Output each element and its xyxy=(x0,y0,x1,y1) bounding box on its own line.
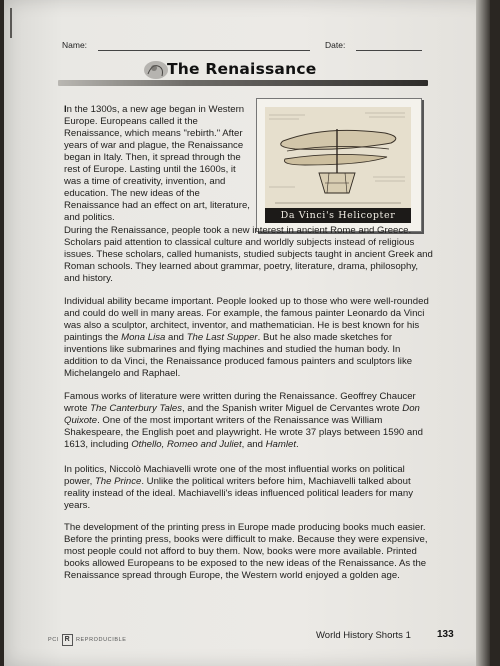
othello-romeo-title: Othello, Romeo and Juliet xyxy=(131,439,242,450)
reproducible-icon: R xyxy=(62,634,73,646)
p5-text-a: In politics, Niccolò Machiavelli wrote one of the most influential works on political power, xyxy=(64,464,405,487)
title-decoration-icon xyxy=(142,58,170,80)
p4-text-d: , and xyxy=(241,439,266,450)
paragraph-politics xyxy=(64,464,434,512)
p4-text-e: . xyxy=(296,439,299,450)
p3-text-b: and xyxy=(165,332,187,343)
paragraph-literature xyxy=(64,391,434,451)
don-quixote-title: Don Quixote xyxy=(64,403,420,426)
p4-text-a: Famous works of literature were written during the Renaissance. Geoffrey Chaucer wrote xyxy=(64,391,416,414)
title-underline-bar xyxy=(58,80,428,86)
name-field[interactable] xyxy=(98,50,310,51)
last-supper-title: The Last Supper xyxy=(186,332,258,343)
page-title: The Renaissance xyxy=(167,60,317,78)
drop-cap: I xyxy=(64,104,67,115)
mona-lisa-title: Mona Lisa xyxy=(121,332,166,343)
p3-text-c: . But he also made sketches for inventions like submarines and flying machines and studied the human body. In addition to da Vinci, the Renaissance produced famous painters and sculptors like Michelangelo and Raphael. xyxy=(64,332,413,379)
date-field[interactable] xyxy=(356,50,422,51)
worksheet-page xyxy=(4,0,490,666)
the-prince-title: The Prince xyxy=(94,476,142,487)
name-label: Name: xyxy=(62,40,88,50)
hamlet-title: Hamlet xyxy=(265,439,297,450)
reproducible-label: REPRODUCIBLE xyxy=(75,637,127,643)
p4-text-b: , and the Spanish writer Miguel de Cervantes wrote xyxy=(182,403,403,414)
helicopter-sketch-icon xyxy=(265,107,411,208)
intro-text: n the 1300s, a new age began in Western Europe. Europeans called it the Renaissance, which means "rebirth." After years of war and plague, the Renaissance began in Italy. Then, it spread through the rest of Europe. Lasting until the 1600s, it was a time of creativity, invention, and education. The new ideas of the Renaissance had an effect on art, literature, and politics. xyxy=(64,104,250,223)
paragraph-intro xyxy=(64,104,250,224)
book-title: World History Shorts 1 xyxy=(316,630,411,641)
paragraph-humanists: During the Renaissance, people took a new interest in ancient Rome and Greece. Scholars paid attention to classical culture and worldly subjects instead of religious issues. These scholars, called humanists, studied subjects taught in ancient Greek and Roman schools. They learned about grammar, poetry, literature, drama, philosophy, and history. xyxy=(64,225,433,284)
p5-text-b: . Unlike the political writers before him, Machiavelli talked about reality instead of the ideal. Machiavelli's ideas influenced political leaders for many years. xyxy=(64,476,413,511)
figure-caption: Da Vinci's Helicopter xyxy=(265,208,411,223)
p3-text-a: Individual ability became important. People looked up to those who were well-rounded and could do well in many areas. For example, the famous painter Leonardo da Vinci was also a sculptor, architect, inventor, and mathematician. He is best known for his paintings the xyxy=(64,296,429,343)
helicopter-figure xyxy=(256,98,422,232)
canterbury-tales-title: The Canterbury Tales xyxy=(90,403,183,414)
publisher-name: PCI xyxy=(48,637,59,643)
date-label: Date: xyxy=(325,40,346,50)
page-number: 133 xyxy=(437,629,454,640)
binder-mark xyxy=(10,8,12,38)
paragraph-printing-press: The development of the printing press in Europe made producing books much easier. Before the printing press, books were difficult to make. Because they were expensive, most people could not afford to buy them. Now, books were more available. Printed books allowed Europeans to be exposed to the new ideas of the Renaissance. As the Renaissance spread through Europe, the Western world enjoyed a golden age. xyxy=(64,522,428,581)
p4-text-c: . One of the most important writers of the Renaissance was William Shakespeare, the English poet and playwright. He wrote 37 plays between 1590 and 1613, including xyxy=(64,415,423,450)
page-edge-shadow xyxy=(476,0,490,666)
paragraph-individual-ability xyxy=(64,296,434,380)
publisher-mark xyxy=(48,634,127,646)
helicopter-illustration xyxy=(265,107,411,223)
